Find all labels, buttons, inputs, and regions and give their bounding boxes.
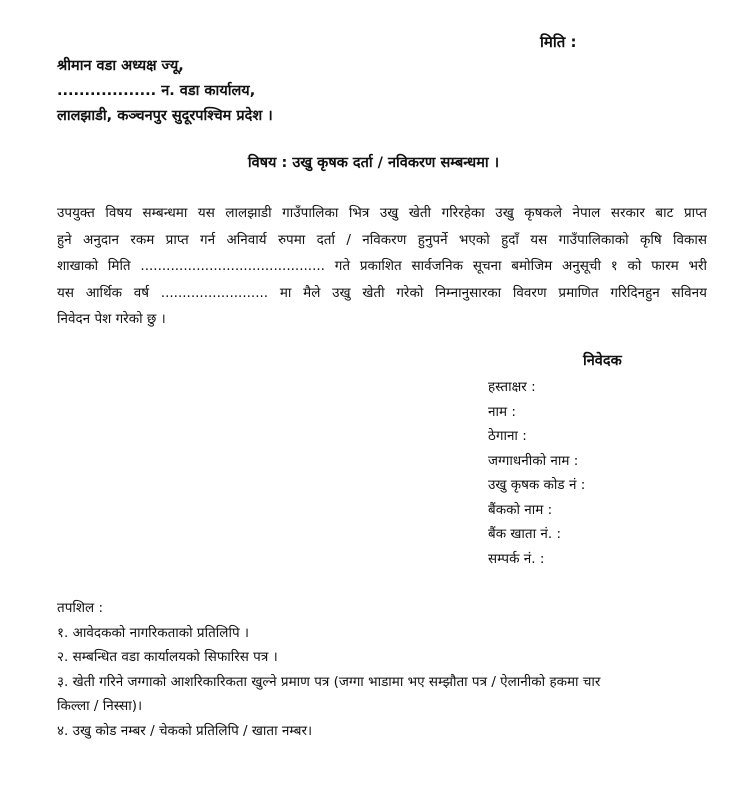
addressee-office: .................. न. वडा कार्यालय,	[57, 83, 256, 99]
addressee-block	[57, 54, 273, 129]
attachment-item: ३. खेती गरिने जग्गाको आशरिकारिकता खुल्ने प्रमाण पत्र (जग्गा भाडामा भए सम्झौता पत्र / ऐलानीको हकमा चार	[57, 673, 601, 690]
applicant-fields	[488, 375, 585, 571]
body-line: उपयुक्त विषय सम्बन्धमा यस लालझाडी गाउँपालिका भित्र उखु खेती गरिरहेका उखु कृषकले नेपाल सरकार बाट प्राप्त	[57, 205, 707, 221]
body-line: हुने अनुदान रकम प्राप्त गर्न अनिवार्य रुपमा दर्ता / नविकरण हुनुपर्ने भएको हुदाँ यस गाउँपालिकाको कृषि विकास	[57, 231, 707, 248]
body-line: निवेदन पेश गरेको छु ।	[57, 311, 166, 327]
attachment-item: १. आवेदकको नागरिकताको प्रतिलिपि ।	[57, 624, 250, 641]
attachments-list	[57, 596, 717, 743]
field-farmer-code: उखु कृषक कोड नं :	[488, 477, 586, 493]
addressee-location: लालझाडी, कञ्चनपुर सुदूरपश्चिम प्रदेश ।	[57, 108, 273, 124]
attachment-item: २. सम्बन्धित वडा कार्यालयको सिफारिस पत्र ।	[57, 649, 278, 665]
field-name: नाम :	[488, 403, 516, 420]
attachment-item: ४. उखु कोड नम्बर / चेकको प्रतिलिपि / खाता नम्बर।	[57, 722, 313, 739]
field-address: ठेगाना :	[488, 428, 527, 444]
applicant-heading: निवेदक	[583, 353, 622, 369]
attachments-heading: तपशिल :	[57, 600, 104, 616]
field-signature: हस्ताक्षर :	[488, 379, 536, 395]
subject-line: विषय : उखु कृषक दर्ता / नविकरण सम्बन्धमा ।	[247, 155, 500, 171]
attachment-item-continued: किल्ला / निस्सा)।	[57, 698, 143, 714]
field-contact-number: सम्पर्क नं. :	[488, 550, 545, 567]
field-landowner-name: जग्गाधनीको नाम :	[488, 452, 579, 469]
field-bank-account: बैंक खाता नं. :	[488, 526, 562, 542]
field-bank-name: बैंकको नाम :	[488, 501, 553, 518]
addressee-salutation: श्रीमान वडा अध्यक्ष ज्यू,	[57, 58, 184, 74]
body-paragraph	[57, 200, 707, 333]
date-label: मिति :	[540, 33, 577, 51]
body-line: यस आर्थिक वर्ष ......................... मा मैले उखु खेती गरेको निम्नानुसारका विवरण प्रमाणित गरिदिनहुन सविनय	[57, 284, 707, 301]
body-line: शाखाको मिति ........................................... गते प्रकाशित सार्वजनिक सूचना बमोजिम अनुसूची १ को फारम भरी	[57, 258, 707, 274]
